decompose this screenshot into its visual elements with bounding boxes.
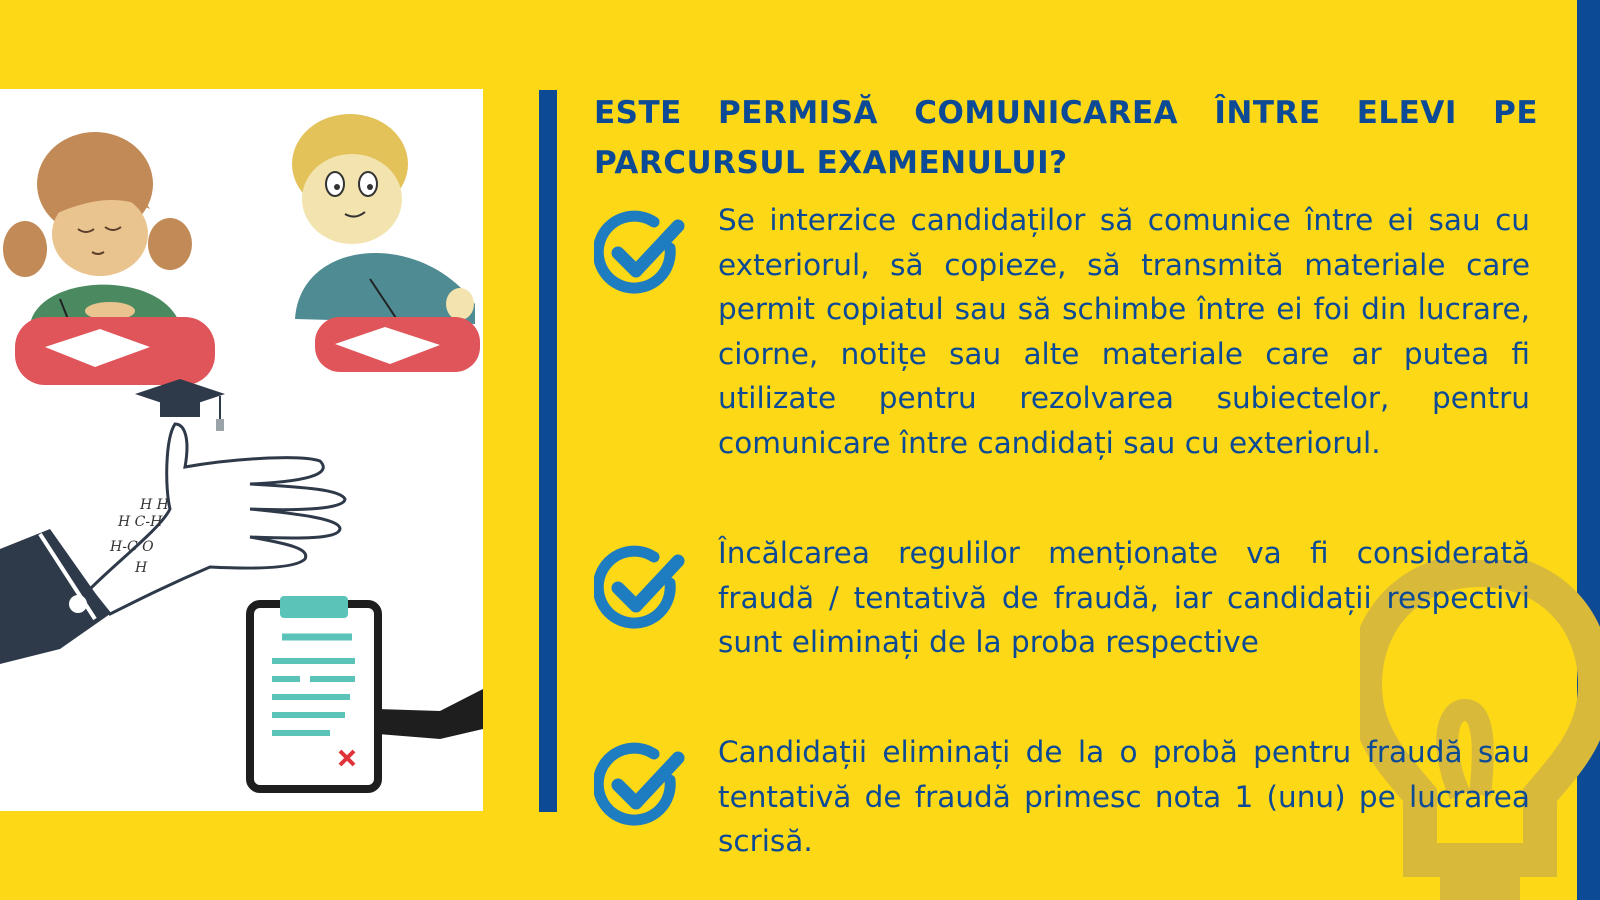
page-title: ESTE PERMISĂ COMUNICAREA ÎNTRE ELEVI PE PARCURSUL EXAMENULUI? bbox=[594, 95, 1538, 181]
check-circle-icon bbox=[594, 740, 686, 832]
list-item-text: Încălcarea regulilor menționate va fi considerată fraudă / tentativă de fraudă, iar candidații respectivi sunt eliminați de la proba respective bbox=[718, 536, 1530, 659]
svg-text:H-C O: H-C O bbox=[110, 539, 154, 555]
vertical-divider bbox=[539, 90, 557, 812]
check-circle-icon bbox=[594, 208, 686, 300]
girl-student-illustration bbox=[3, 132, 192, 344]
check-circle-icon bbox=[594, 543, 686, 635]
clipboard-icon bbox=[250, 596, 483, 789]
list-item-text: Se interzice candidaților să comunice între ei sau cu exteriorul, să copieze, să transmită materiale care permit copiatul sau să schimbe între ei foi din lucrare, ciorne, notițe sau alte materiale care ar putea fi utilizate pentru rezolvarea subiectelor, pentru comunicare între candidați sau cu exteriorul. bbox=[718, 203, 1530, 460]
svg-text:H H: H H bbox=[140, 497, 169, 513]
list-item-text: Candidații eliminați de la o probă pentru fraudă sau tentativă de fraudă primesc nota 1 (unu) pe lucrarea scrisă. bbox=[718, 735, 1530, 858]
illustration-panel bbox=[0, 89, 483, 811]
svg-text:H: H bbox=[135, 560, 148, 576]
graduation-cap-icon bbox=[135, 379, 225, 431]
boy-student-illustration bbox=[292, 114, 475, 324]
svg-text:H C-H: H C-H bbox=[118, 514, 163, 530]
